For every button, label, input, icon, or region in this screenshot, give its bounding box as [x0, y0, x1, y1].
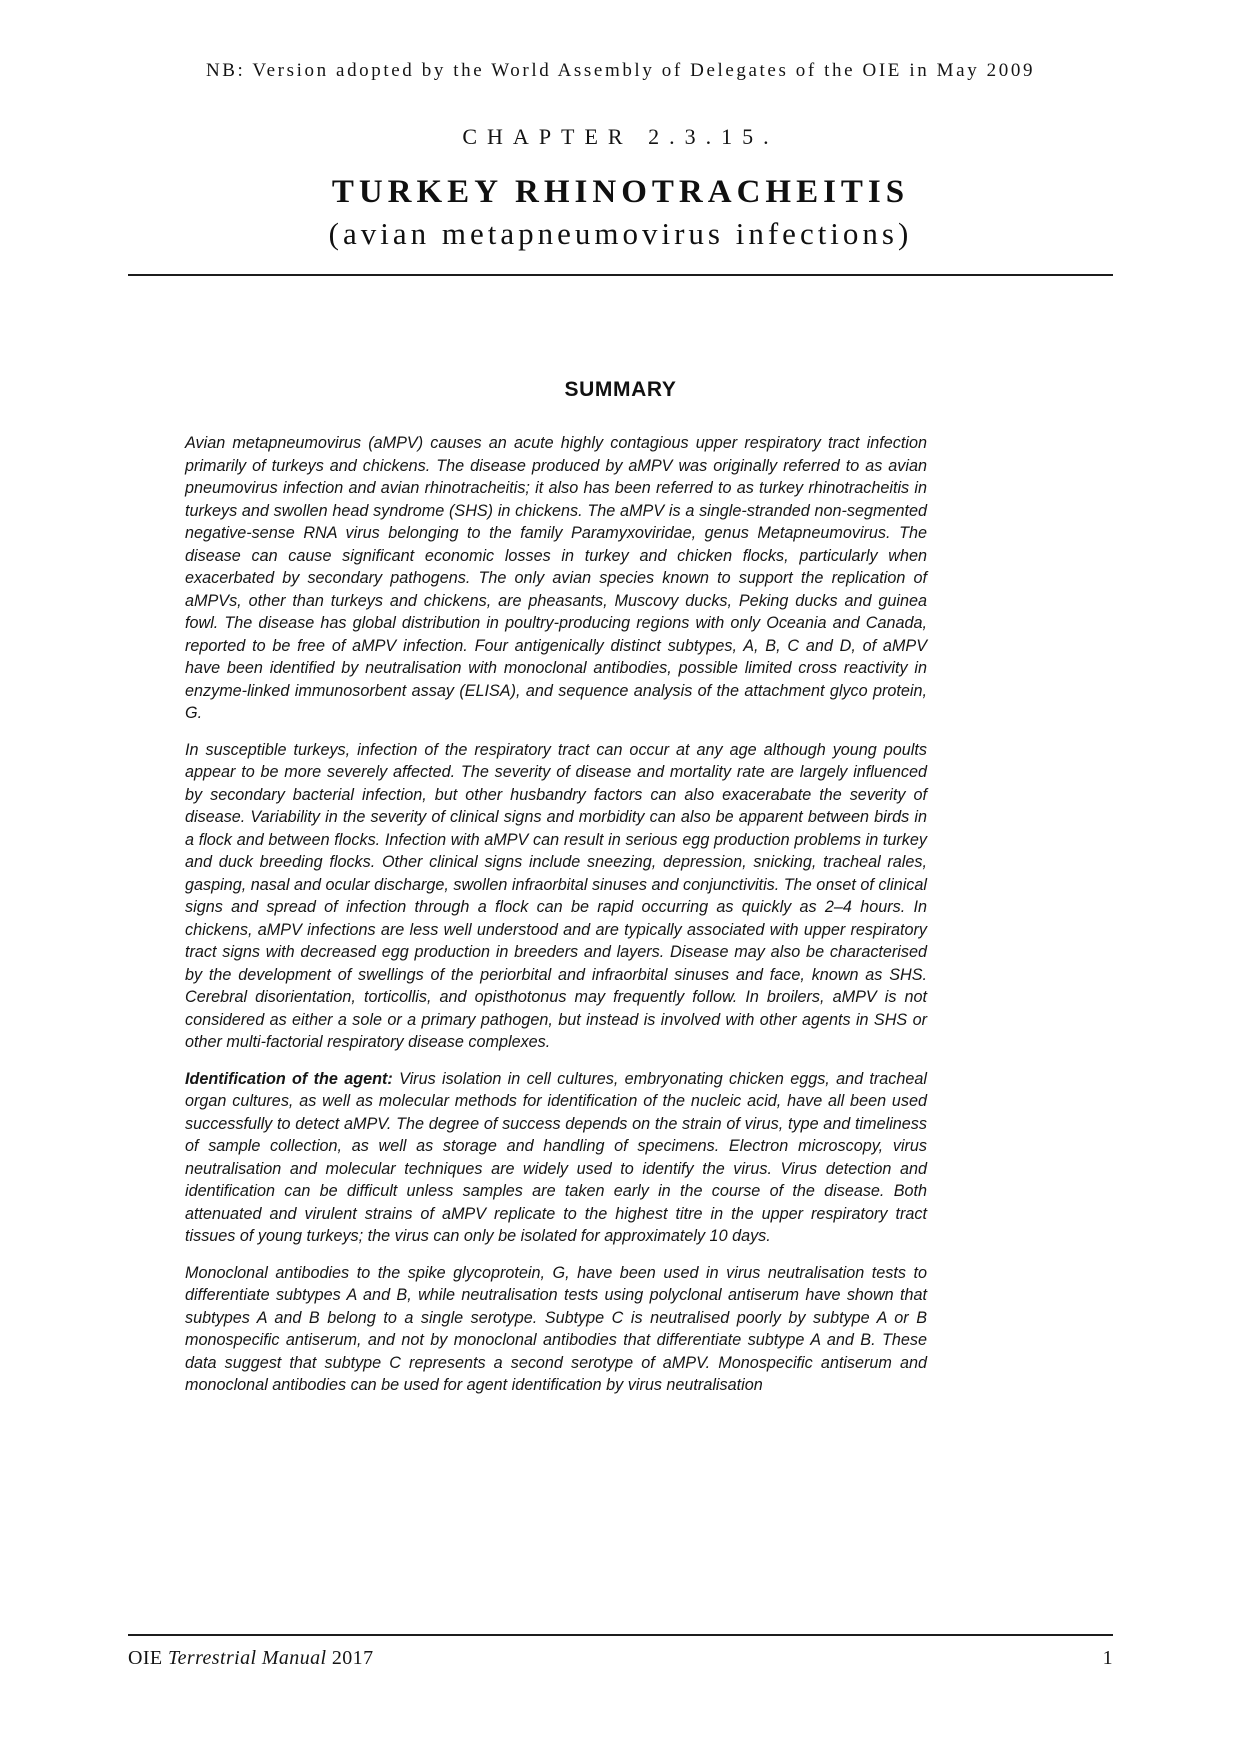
- header-note: NB: Version adopted by the World Assembly of Delegates of the OIE in May 2009: [205, 60, 1036, 81]
- page-subtitle: (avian metapneumovirus infections): [328, 216, 913, 251]
- summary-paragraph-4: Monoclonal antibodies to the spike glycoprotein, G, have been used in virus neutralisation tests to differentiate subtypes A and B, while neutralisation tests using polyclonal antiserum have shown that subtypes A and B belong to a single serotype. Subtype C is neutralised poorly by subtype A or B monospecific antiserum, and not by monoclonal antibodies that differentiate subtype A and B. These data suggest that subtype C represents a second serotype of aMPV. Monospecific antiserum and monoclonal antibodies can be used for agent identification by virus neutralisation: [185, 1263, 927, 1394]
- footer-manual-title: [128, 1647, 373, 1670]
- footer-oie-label: OIE: [128, 1647, 163, 1669]
- title-divider: [128, 274, 1113, 276]
- chapter-heading: CHAPTER 2.3.15.: [462, 124, 779, 149]
- page-footer: [128, 1634, 1113, 1670]
- paragraph-text: Virus isolation in cell cultures, embryonating chicken eggs, and tracheal organ cultures, as well as molecular methods for identification of the nucleic acid, have all been used successfully to detect aMPV. The degree of success depends on the strain of virus, type and timeliness of sample collection, as well as storage and handling of specimens. Electron microscopy, virus neutralisation and molecular techniques are widely used to identify the virus. Virus detection and identification can be difficult unless samples are taken early in the course of the disease. Both attenuated and virulent strains of aMPV replicate to the highest titre in the upper respiratory tract tissues of young turkeys; the virus can only be isolated for approximately 10 days.: [185, 1069, 928, 1245]
- page-number: 1: [1102, 1647, 1113, 1669]
- page-title: TURKEY RHINOTRACHEITIS: [331, 174, 910, 210]
- summary-body: [185, 432, 927, 1397]
- footer-year: 2017: [331, 1647, 374, 1669]
- identification-of-agent-lead: Identification of the agent:: [185, 1069, 393, 1088]
- summary-paragraph-1: Avian metapneumovirus (aMPV) causes an acute highly contagious upper respiratory tract infection primarily of turkeys and chickens. The disease produced by aMPV was originally referred to as avian pneumovirus infection and avian rhinotracheitis; it also has been referred to as turkey rhinotracheitis in turkeys and swollen head syndrome (SHS) in chickens. The aMPV is a single-stranded non-segmented negative-sense RNA virus belonging to the family Paramyxoviridae, genus Metapneumovirus. The disease can cause significant economic losses in turkey and chicken flocks, particularly when exacerbated by secondary pathogens. The only avian species known to support the replication of aMPVs, other than turkeys and chickens, are pheasants, Muscovy ducks, Peking ducks and guinea fowl. The disease has global distribution in poultry-producing regions with only Oceania and Canada, reported to be free of aMPV infection. Four antigenically distinct subtypes, A, B, C and D, of aMPV have been identified by neutralisation with monoclonal antibodies, possible limited cross reactivity in enzyme-linked immunosorbent assay (ELISA), and sequence analysis of the attachment glyco protein, G.: [185, 434, 927, 722]
- summary-heading: SUMMARY: [564, 378, 677, 401]
- summary-paragraph-2: In susceptible turkeys, infection of the respiratory tract can occur at any age although young poults appear to be more severely affected. The severity of disease and mortality rate are largely influenced by secondary bacterial infection, but other husbandry factors can also exacerabate the severity of disease. Variability in the severity of clinical signs and morbidity can also be apparent between birds in a flock and between flocks. Infection with aMPV can result in serious egg production problems in turkey and duck breeding flocks. Other clinical signs include sneezing, depression, snicking, tracheal rales, gasping, nasal and ocular discharge, swollen infraorbital sinuses and conjunctivitis. The onset of clinical signs and spread of infection through a flock can be rapid occurring as quickly as 2–4 hours. In chickens, aMPV infections are less well understood and are typically associated with upper respiratory tract signs with decreased egg production in breeders and layers. Disease may also be characterised by the development of swellings of the periorbital and infraorbital sinuses and face, known as SHS. Cerebral disorientation, torticollis, and opisthotonus may frequently follow. In broilers, aMPV is not considered as either a sole or a primary pathogen, but instead is involved with other agents in SHS or other multi-factorial respiratory disease complexes.: [185, 740, 927, 1051]
- footer-manual-name: Terrestrial Manual: [167, 1647, 327, 1669]
- summary-paragraph-3: [185, 1068, 927, 1248]
